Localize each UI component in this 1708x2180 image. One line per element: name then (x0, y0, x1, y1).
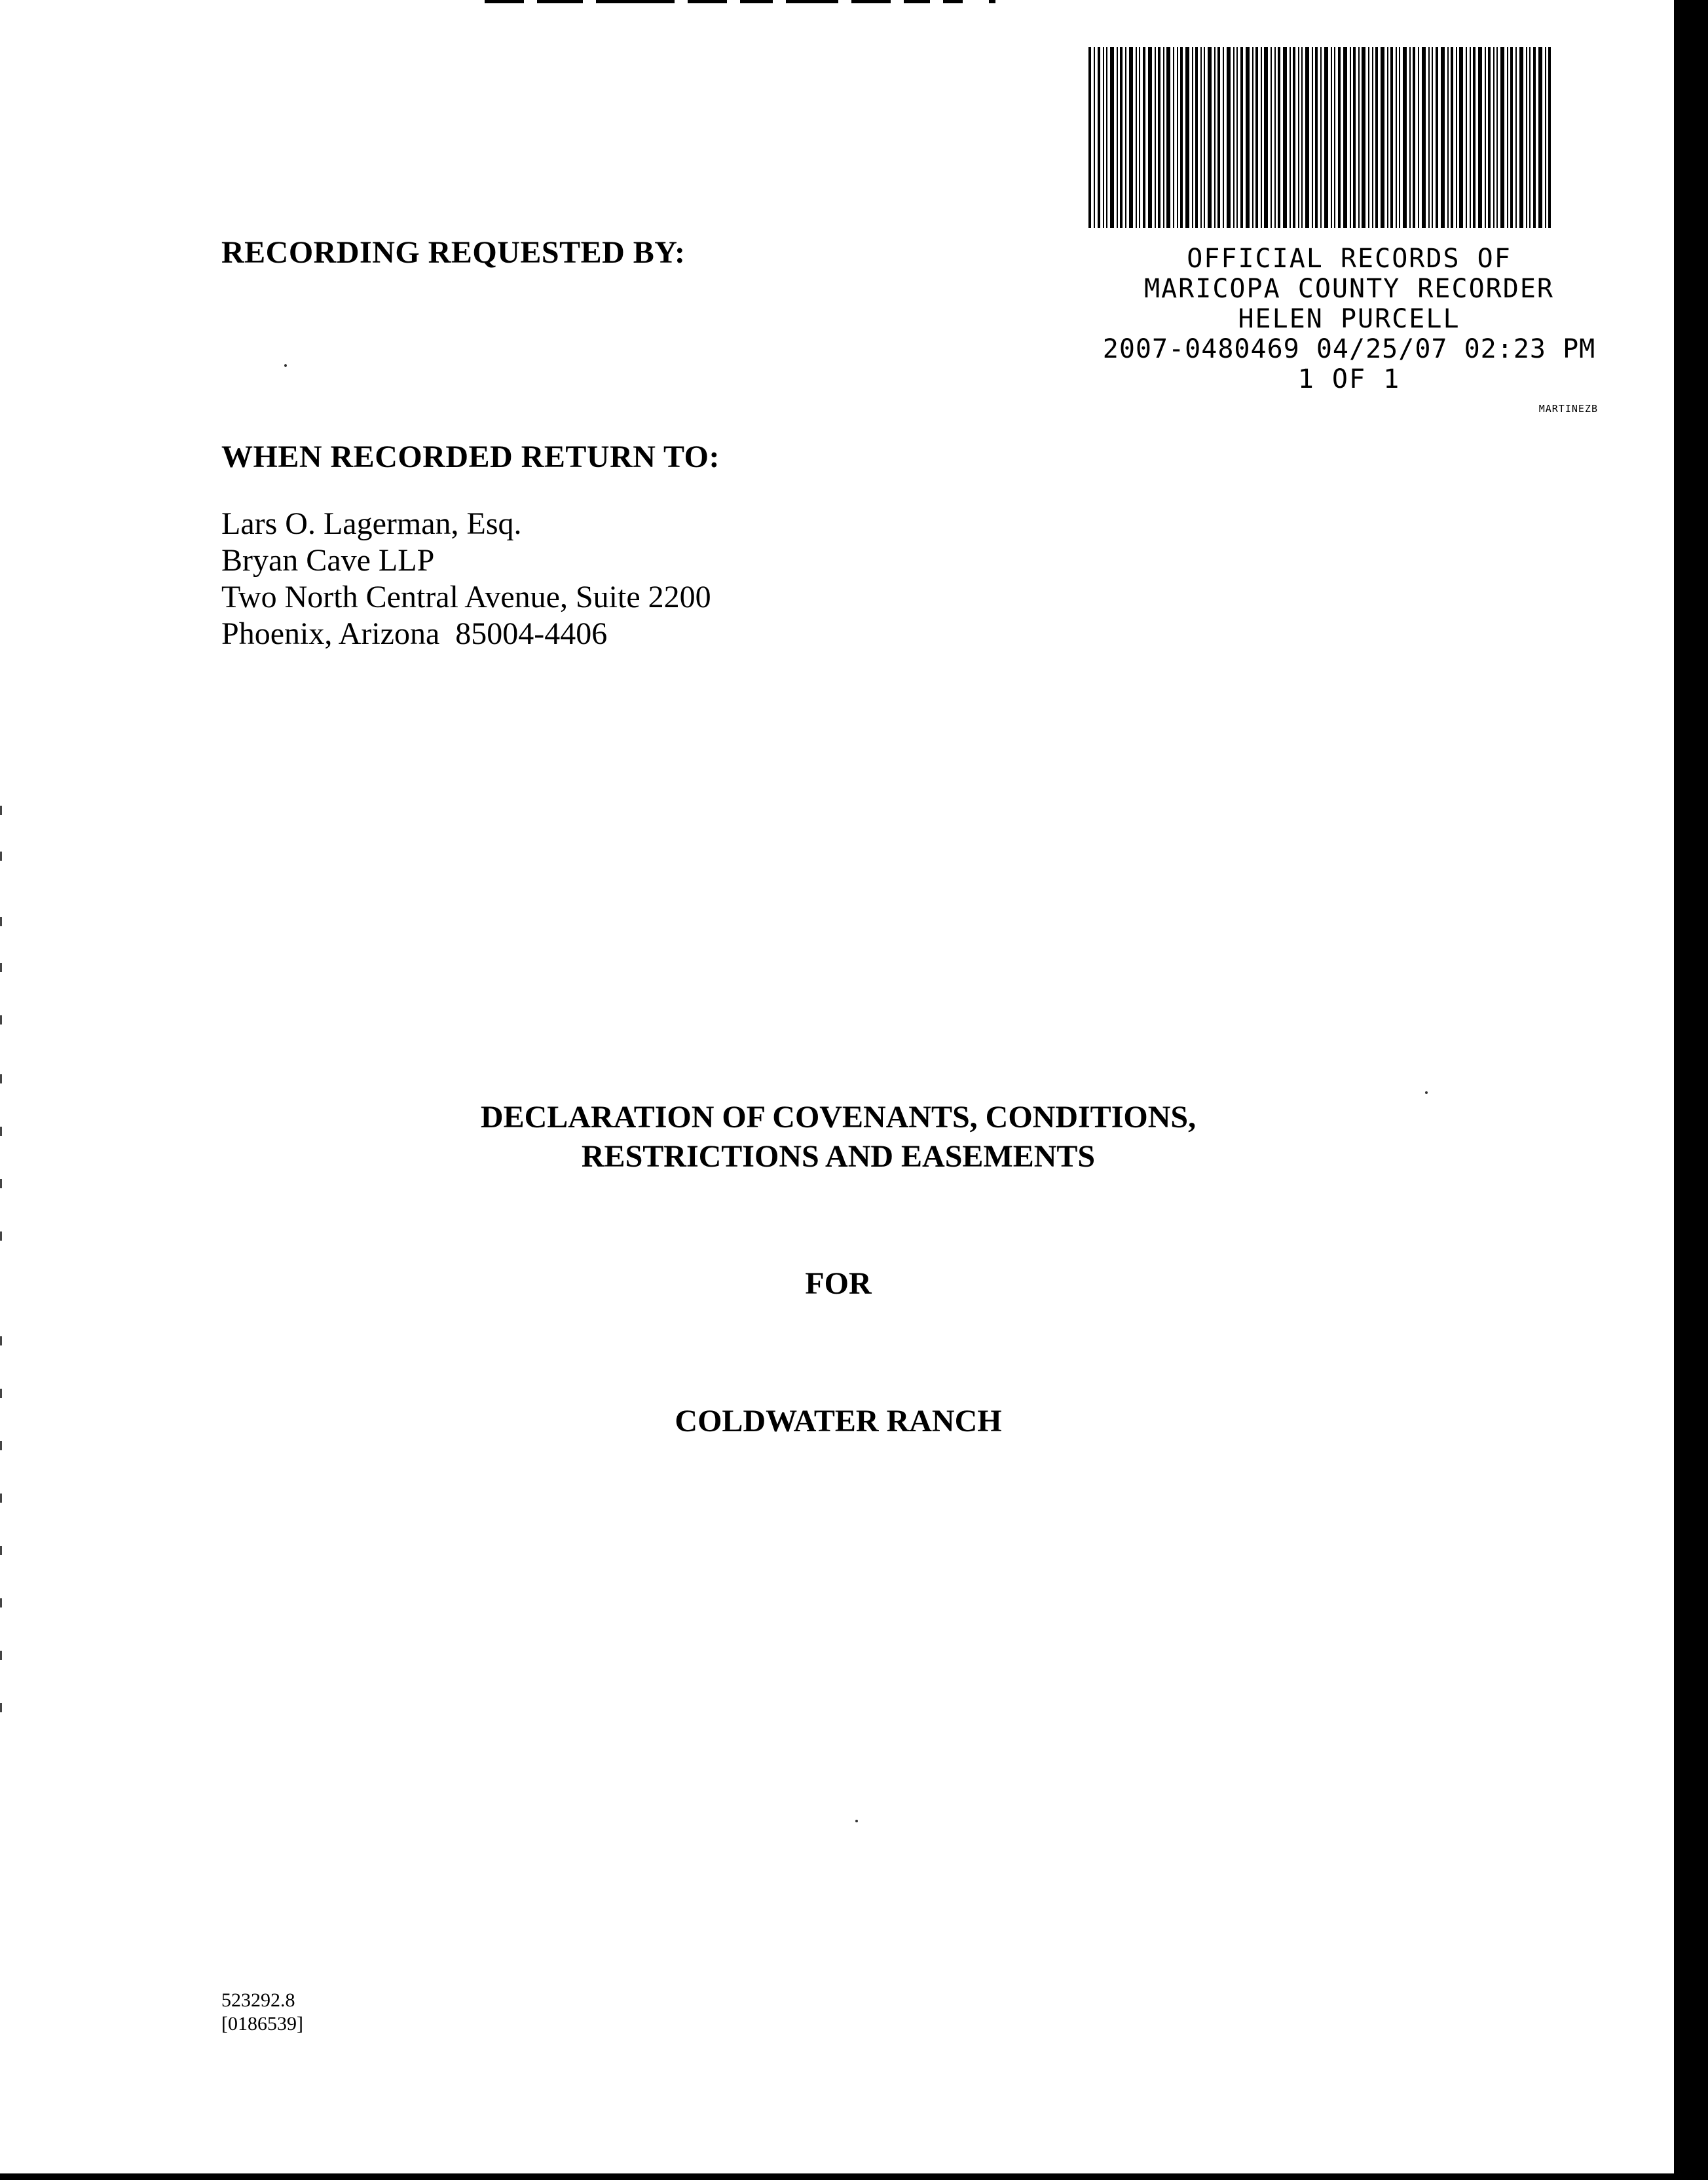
title-line-2: RESTRICTIONS AND EASEMENTS (581, 1139, 1096, 1174)
scan-bottom-border (0, 2173, 1708, 2180)
recorder-stamp (1074, 244, 1624, 394)
document-title (0, 1098, 1677, 1176)
document-number-line-2: [0186539] (221, 2013, 303, 2035)
scan-speck (284, 364, 287, 367)
stamp-line-1: OFFICIAL RECORDS OF (1187, 244, 1512, 274)
document-number-line-1: 523292.8 (221, 1989, 295, 2011)
stamp-page-count: 1 OF 1 (1297, 364, 1401, 394)
stamp-line-2: MARICOPA COUNTY RECORDER (1144, 274, 1554, 304)
stamp-recording-number: 2007-0480469 04/25/07 02:23 PM (1102, 334, 1596, 364)
title-line-1: DECLARATION OF COVENANTS, CONDITIONS, (480, 1100, 1197, 1135)
address-line-2: Bryan Cave LLP (221, 543, 435, 578)
title-project-name: COLDWATER RANCH (675, 1404, 1002, 1438)
return-address (221, 506, 711, 652)
stamp-clerk-name: MARTINEZB (1538, 403, 1598, 415)
scan-left-edge-ticks (0, 0, 4, 2180)
title-for: FOR (805, 1266, 872, 1301)
scan-speck (1425, 1091, 1428, 1094)
address-line-4: Phoenix, Arizona 85004-4406 (221, 616, 608, 651)
recording-requested-by-heading: RECORDING REQUESTED BY: (221, 235, 686, 270)
stamp-line-3: HELEN PURCELL (1238, 304, 1460, 334)
scan-right-border (1674, 0, 1708, 2180)
document-number (221, 1989, 303, 2036)
scan-speck (855, 1820, 858, 1822)
when-recorded-return-to-heading: WHEN RECORDED RETURN TO: (221, 440, 720, 474)
scan-top-marks (485, 0, 1035, 4)
barcode-image (1088, 47, 1551, 228)
address-line-3: Two North Central Avenue, Suite 2200 (221, 580, 711, 614)
address-line-1: Lars O. Lagerman, Esq. (221, 506, 522, 541)
